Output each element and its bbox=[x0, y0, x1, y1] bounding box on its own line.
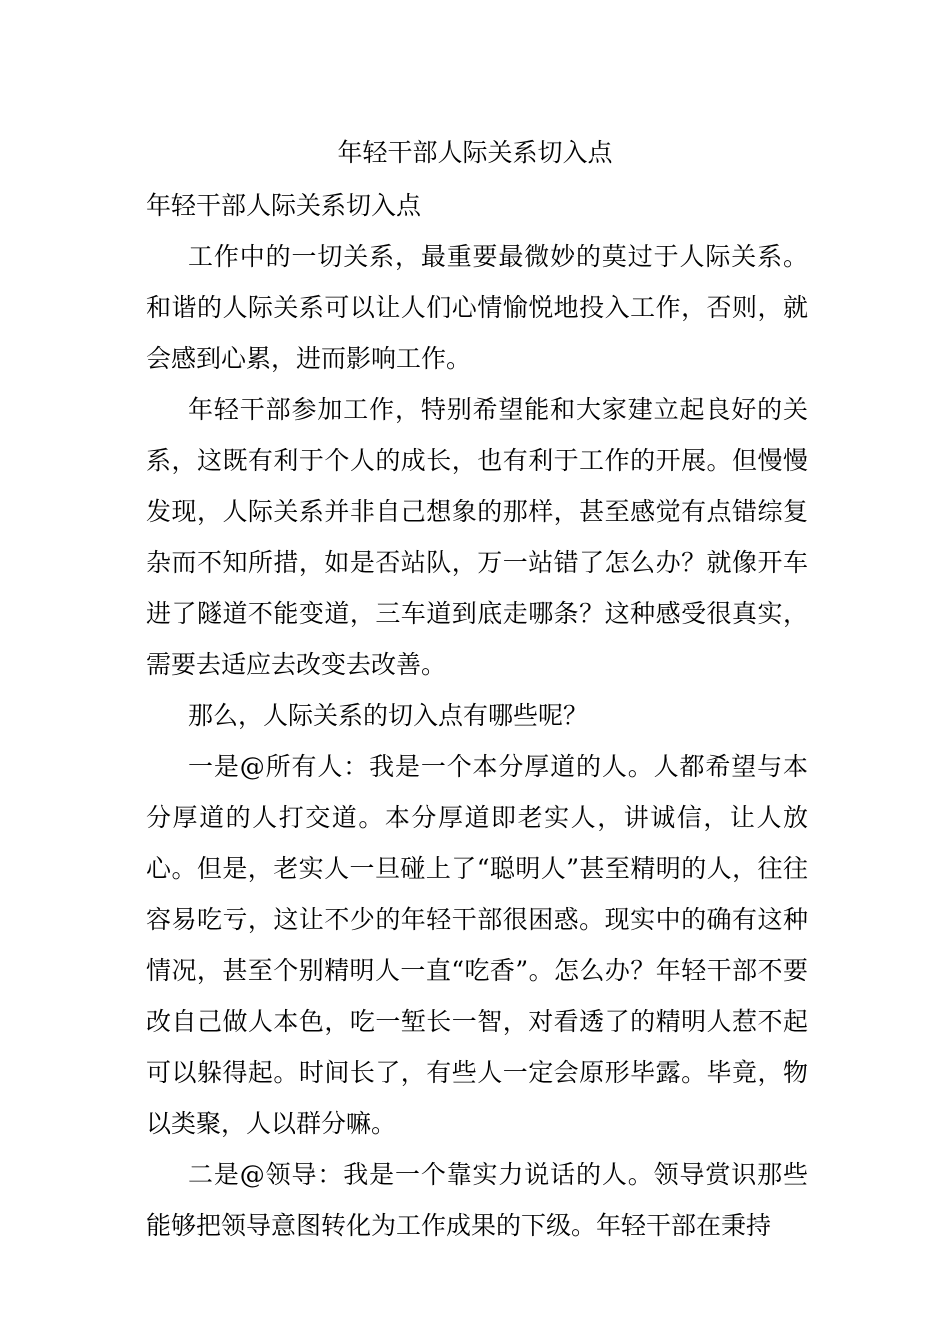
document-subtitle: 年轻干部人际关系切入点 bbox=[146, 191, 422, 220]
paragraph-young-cadres: 年轻干部参加工作，特别希望能和大家建立起良好的关系，这既有利于个人的成长，也有利于工作的开展。但慢慢发现，人际关系并非自己想象的那样，甚至感觉有点错综复杂而不知所措，如是否站队，万一站错了怎么办？就像开车进了隧道不能变道，三车道到底走哪条？这种感受很真实，需要去适应去改变去改善。 bbox=[146, 395, 808, 679]
paragraph-point-one: 一是@所有人：我是一个本分厚道的人。人都希望与本分厚道的人打交道。本分厚道即老实人，讲诚信，让人放心。但是，老实人一旦碰上了“聪明人”甚至精明的人，往往容易吃亏，这让不少的年轻干部很困惑。现实中的确有这种情况，甚至个别精明人一直“吃香”。怎么办？年轻干部不要改自己做人本色，吃一堑长一智，对看透了的精明人惹不起可以躲得起。时间长了，有些人一定会原形毕露。毕竟，物以类聚，人以群分嘛。 bbox=[146, 752, 808, 1138]
paragraph-intro: 工作中的一切关系，最重要最微妙的莫过于人际关系。和谐的人际关系可以让人们心情愉悦地投入工作，否则，就会感到心累，进而影响工作。 bbox=[146, 242, 808, 373]
paragraph-question: 那么，人际关系的切入点有哪些呢？ bbox=[188, 701, 589, 730]
document-body bbox=[146, 180, 808, 1251]
document-title: 年轻干部人际关系切入点 bbox=[337, 138, 613, 167]
paragraph-point-two: 二是@领导：我是一个靠实力说话的人。领导赏识那些能够把领导意图转化为工作成果的下级。年轻干部在秉持 bbox=[146, 1160, 808, 1240]
